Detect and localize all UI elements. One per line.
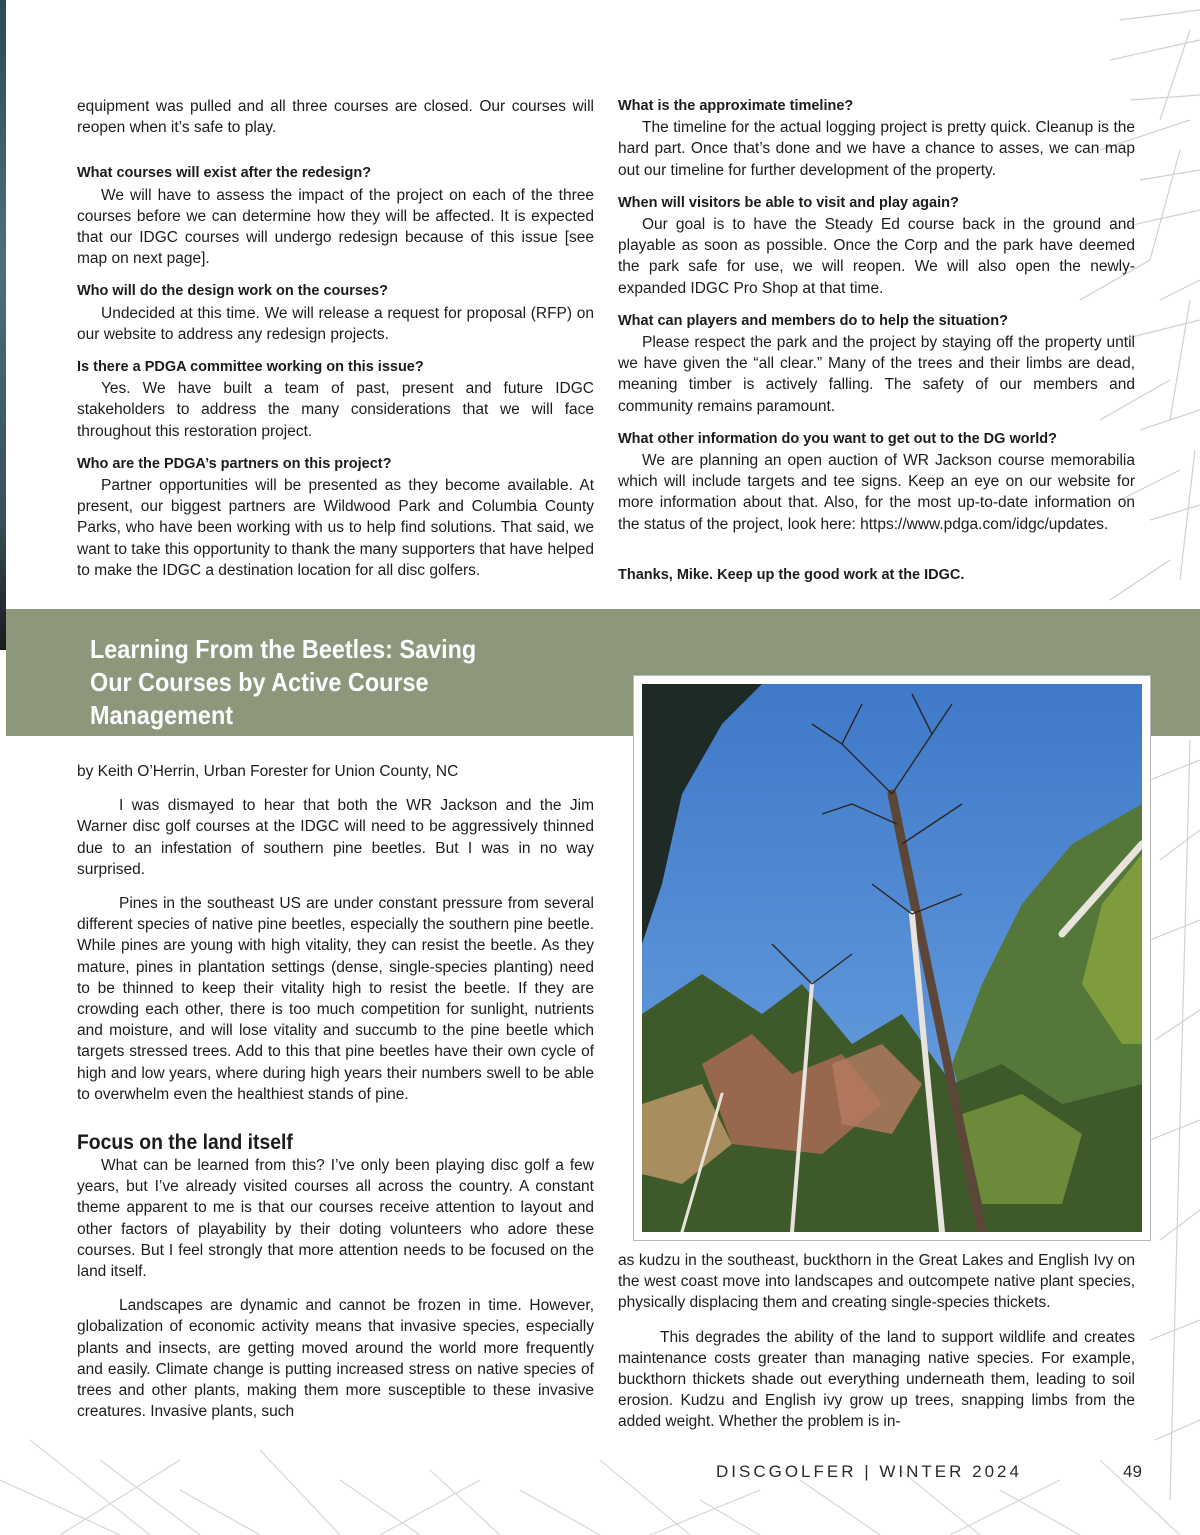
intro-paragraph: equipment was pulled and all three courses are closed. Our courses will reopen when it’s safe to play. [77, 98, 594, 137]
publication-footer: DISCGOLFER | WINTER 2024 [716, 1462, 1022, 1481]
answer-paragraph: We are planning an open auction of WR Jackson course memorabilia which will include targets and tee signs. Keep an eye on our website for more information about that. Also, for the most up-to-date information on the status of the project, look here: https://www.pdga.com/idgc/updates. [618, 452, 1135, 533]
byline: by Keith O’Herrin, Urban Forester for Union County, NC [77, 763, 459, 780]
question-heading: What other information do you want to get out to the DG world? [618, 430, 1057, 447]
article-paragraph: This degrades the ability of the land to support wildlife and creates maintenance costs greater than managing native species. For example, buckthorn thickets shade out everything underneath them, leading to soil erosion. Kudzu and English ivy grow up trees, snapping limbs from the added weight. Whether the problem is in- [618, 1328, 1135, 1431]
question-heading: What is the approximate timeline? [618, 98, 854, 114]
article-title: Learning From the Beetles: Saving Our Courses by Active Course Management [90, 634, 477, 730]
answer-paragraph: Partner opportunities will be presented as they become available. At present, our biggest partners are Wildwood Park and Columbia County Parks, who have been working with us to help find solutions. That said, we want to take this opportunity to thank the many supporters that have helped to make the IDGC a destination location for all disc golfers. [77, 477, 594, 579]
article-paragraph: Landscapes are dynamic and cannot be frozen in time. However, globalization of economic activity means that invasive species, especially plants and insects, are getting moved around the world more frequently and easily. Climate change is putting increased stress on native species of trees and other plants, making them more susceptible to these invasive creatures. Invasive plants, such [77, 1297, 594, 1421]
forest-canopy-photo [633, 675, 1151, 1241]
question-heading: What can players and members do to help the situation? [618, 312, 1008, 329]
question-heading: Is there a PDGA committee working on this issue? [77, 359, 424, 376]
answer-paragraph: Undecided at this time. We will release a request for proposal (RFP) on our website to address any redesign projects. [77, 304, 594, 343]
article-right-column [618, 1250, 1135, 1433]
question-heading: When will visitors be able to visit and play again? [618, 194, 959, 211]
question-heading: Who will do the design work on the courses? [77, 283, 388, 300]
pine-needle-decoration-right [1150, 740, 1200, 1500]
article-paragraph: Pines in the southeast US are under constant pressure from several different species of native pine beetles, especially the southern pine beetle. While pines are young with high vitality, they can resist the beetle. As they mature, pines in plantation settings (dense, single-species planting) need to be thinned to keep their vitality high to resist the beetle. If they are crowding each other, there is too much competition for sunlight, nutrients and moisture, and will lose vitality and succumb to the pine beetle which targets stressed trees. Add to this that pine beetles have their own cycle of high and low years, where during high years their numbers swell to be able to overwhelm even the healthiest stands of pine. [77, 895, 594, 1103]
article-paragraph: as kudzu in the southeast, buckthorn in the Great Lakes and English Ivy on the west coast move into landscapes and outcompete native plant species, physically displacing them and creating single-species thickets. [618, 1252, 1135, 1312]
question-heading: Who are the PDGA’s partners on this project? [77, 455, 392, 472]
top-right-column [618, 96, 1135, 586]
article-paragraph: What can be learned from this? I’ve only been playing disc golf a few years, but I’ve already visited courses all across the country. A constant theme apparent to me is that our courses receive attention to layout and other factors of playability by their doting volunteers who adore these courses. But I feel strongly that more attention needs to be focused on the land itself. [77, 1157, 594, 1281]
article-left-column [77, 761, 594, 1422]
answer-paragraph: Please respect the park and the project by staying off the property until we have given the “all clear.” Many of the trees and their limbs are dead, meaning timber is actively falling. The safety of our members and community remains paramount. [618, 334, 1135, 415]
closing-line: Thanks, Mike. Keep up the good work at the IDGC. [618, 566, 965, 583]
answer-paragraph: We will have to assess the impact of the project on each of the three courses before we can determine how they will be affected. It is expected that our IDGC courses will undergo redesign because of this issue [see map on next page]. [77, 186, 594, 268]
question-heading: What courses will exist after the redesign? [77, 165, 372, 182]
answer-paragraph: Our goal is to have the Steady Ed course back in the ground and playable as soon as possible. Once the Corp and the park have deemed the park safe for use, we will reopen. We will also open the newly-expanded IDGC Pro Shop at that time. [618, 216, 1135, 297]
answer-paragraph: The timeline for the actual logging project is pretty quick. Cleanup is the hard part. Once that’s done and we have a chance to asses, we can map out our timeline for further development of the property. [618, 119, 1135, 179]
page-number: 49 [1123, 1462, 1142, 1481]
tree-canopy-illustration [642, 684, 1142, 1232]
left-edge-strip [0, 0, 6, 650]
answer-paragraph: Yes. We have built a team of past, present and future IDGC stakeholders to address the many considerations that we will face throughout this restoration project. [77, 380, 594, 440]
top-left-column [77, 96, 594, 581]
article-paragraph: I was dismayed to hear that both the WR Jackson and the Jim Warner disc golf courses at the IDGC will need to be aggressively thinned due to an infestation of southern pine beetles. But I was in no way surprised. [77, 797, 594, 878]
section-subhead: Focus on the land itself [77, 1131, 293, 1155]
